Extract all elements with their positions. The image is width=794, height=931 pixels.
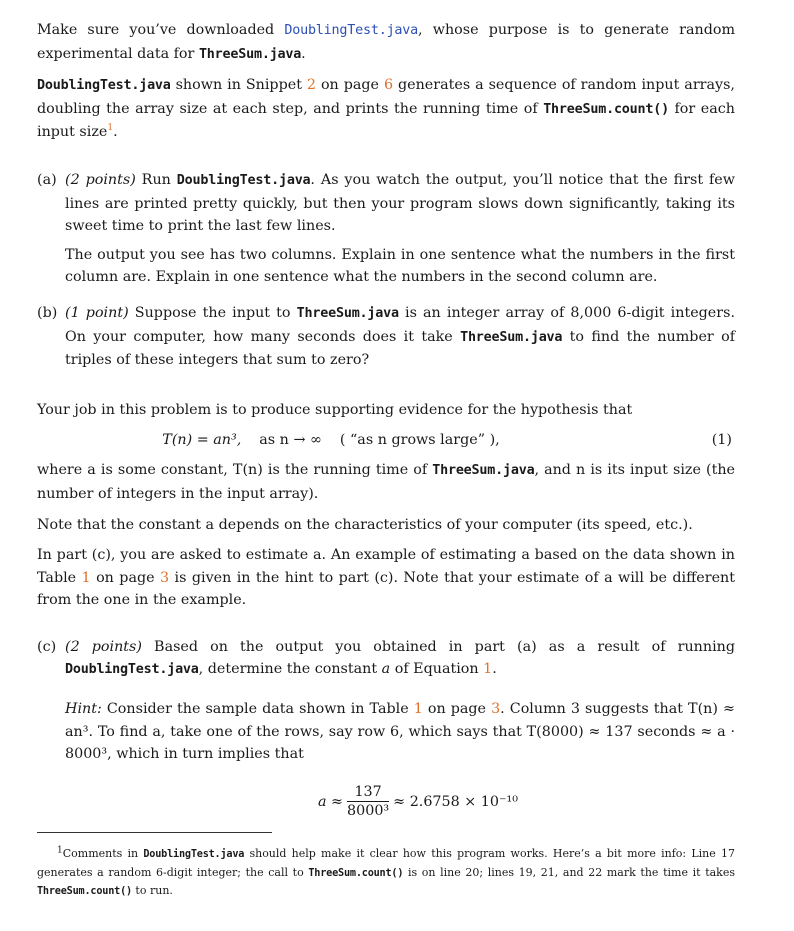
equation-1: T(n) = an³, as n → ∞ ( “as n grows large” ), (1) <box>37 427 735 453</box>
intro-paragraph-2: DoublingTest.java shown in Snippet 2 on page 6 generates a sequence of random input arrays, doubling the array size at each step, and prints the running time of ThreeSum.count() for each input size$^1$. <box>37 77 735 141</box>
hypothesis-intro: Your job in this problem is to produce supporting evidence for the hypothesis that <box>37 401 633 418</box>
hypothesis-note: Note that the constant a depends on the characteristics of your computer (its speed, etc.). <box>37 516 693 533</box>
footnote-1-link[interactable]: 1 <box>107 123 114 134</box>
equation-ref-link[interactable]: 1 <box>483 661 493 678</box>
part-a: (a) (2 points) Run DoublingTest.java. As you watch the output, you’ll notice that the first few lines are printed pretty quickly, but then your program slows down significantly, taking its sweet time to print the last few lines. The output you see has two columns. Explain in one sentence what the numbers in the first column are. Explain in one sentence what the numbers in the second column are. <box>37 171 735 286</box>
snippet-ref-link[interactable]: 2 <box>306 77 316 94</box>
hint-table-ref-link[interactable]: 1 <box>413 701 423 718</box>
estimate-paragraph: In part (c), you are asked to estimate a. An example of estimating a based on the data shown in Table 1 on page 3 is given in the hint to part (c). Note that your estimate of a will be different from the one in the example. <box>37 547 735 609</box>
equation-number: (1) <box>711 432 732 449</box>
table-ref-link[interactable]: 1 <box>81 569 91 586</box>
intro-paragraph-1: Make sure you’ve downloaded DoublingTest.java, whose purpose is to generate random experimental data for ThreeSum.java. <box>37 22 736 62</box>
hint-paragraph: Hint: Consider the sample data shown in Table 1 on page 3. Column 3 suggests that T(n) ≈ an³. To find a, take one of the rows, say row 6, which says that T(8000) ≈ 137 seconds ≈ a · 8000³, which in turn implies that <box>65 701 735 763</box>
footnote-rule <box>37 832 272 833</box>
part-c: (c) (2 points) Based on the output you obtained in part (a) as a result of running DoublingTest.java, determine the constant a of Equation 1. Hint: Consider the sample data shown in Table 1 on page 3. Column 3 suggests that T(n) ≈ an³. To find a, take one of the rows, say row 6, which says that T(8000) ≈ 137 seconds ≈ a · 8000³, which in turn implies that <box>37 636 735 766</box>
hint-page-ref-link[interactable]: 3 <box>491 701 501 718</box>
part-b: (b) (1 point) Suppose the input to ThreeSum.java is an integer array of 8,000 6-digit integers. On your computer, how many seconds does it take ThreeSum.java to find the number of triples of these integers that sum to zero? <box>37 304 735 369</box>
page-3-ref-link[interactable]: 3 <box>160 569 170 586</box>
fraction: $\frac{137}{\text{8000³}}$ <box>347 784 390 820</box>
doublingtest-file-link[interactable]: DoublingTest.java <box>284 23 419 38</box>
document-page <box>37 17 735 824</box>
hypothesis-where: where a is some constant, T(n) is the running time of ThreeSum.java, and n is its input size (the number of integers in the input array). <box>37 462 735 502</box>
footnote: $^1$Comments in DoublingTest.java should help make it clear how this program works. Here’s a bit more info: Line 17 generates a random 6-digit integer; the call to ThreeSum.count() is on line 20; lines 19, 21, and 22 mark the time it takes ThreeSum.count() to run. <box>37 845 735 897</box>
page-ref-link[interactable]: 6 <box>383 77 394 94</box>
final-equation: a ≈ $\frac{137}{\text{8000³}}$ ≈ 2.6758 × 10⁻¹⁰ <box>317 784 518 820</box>
